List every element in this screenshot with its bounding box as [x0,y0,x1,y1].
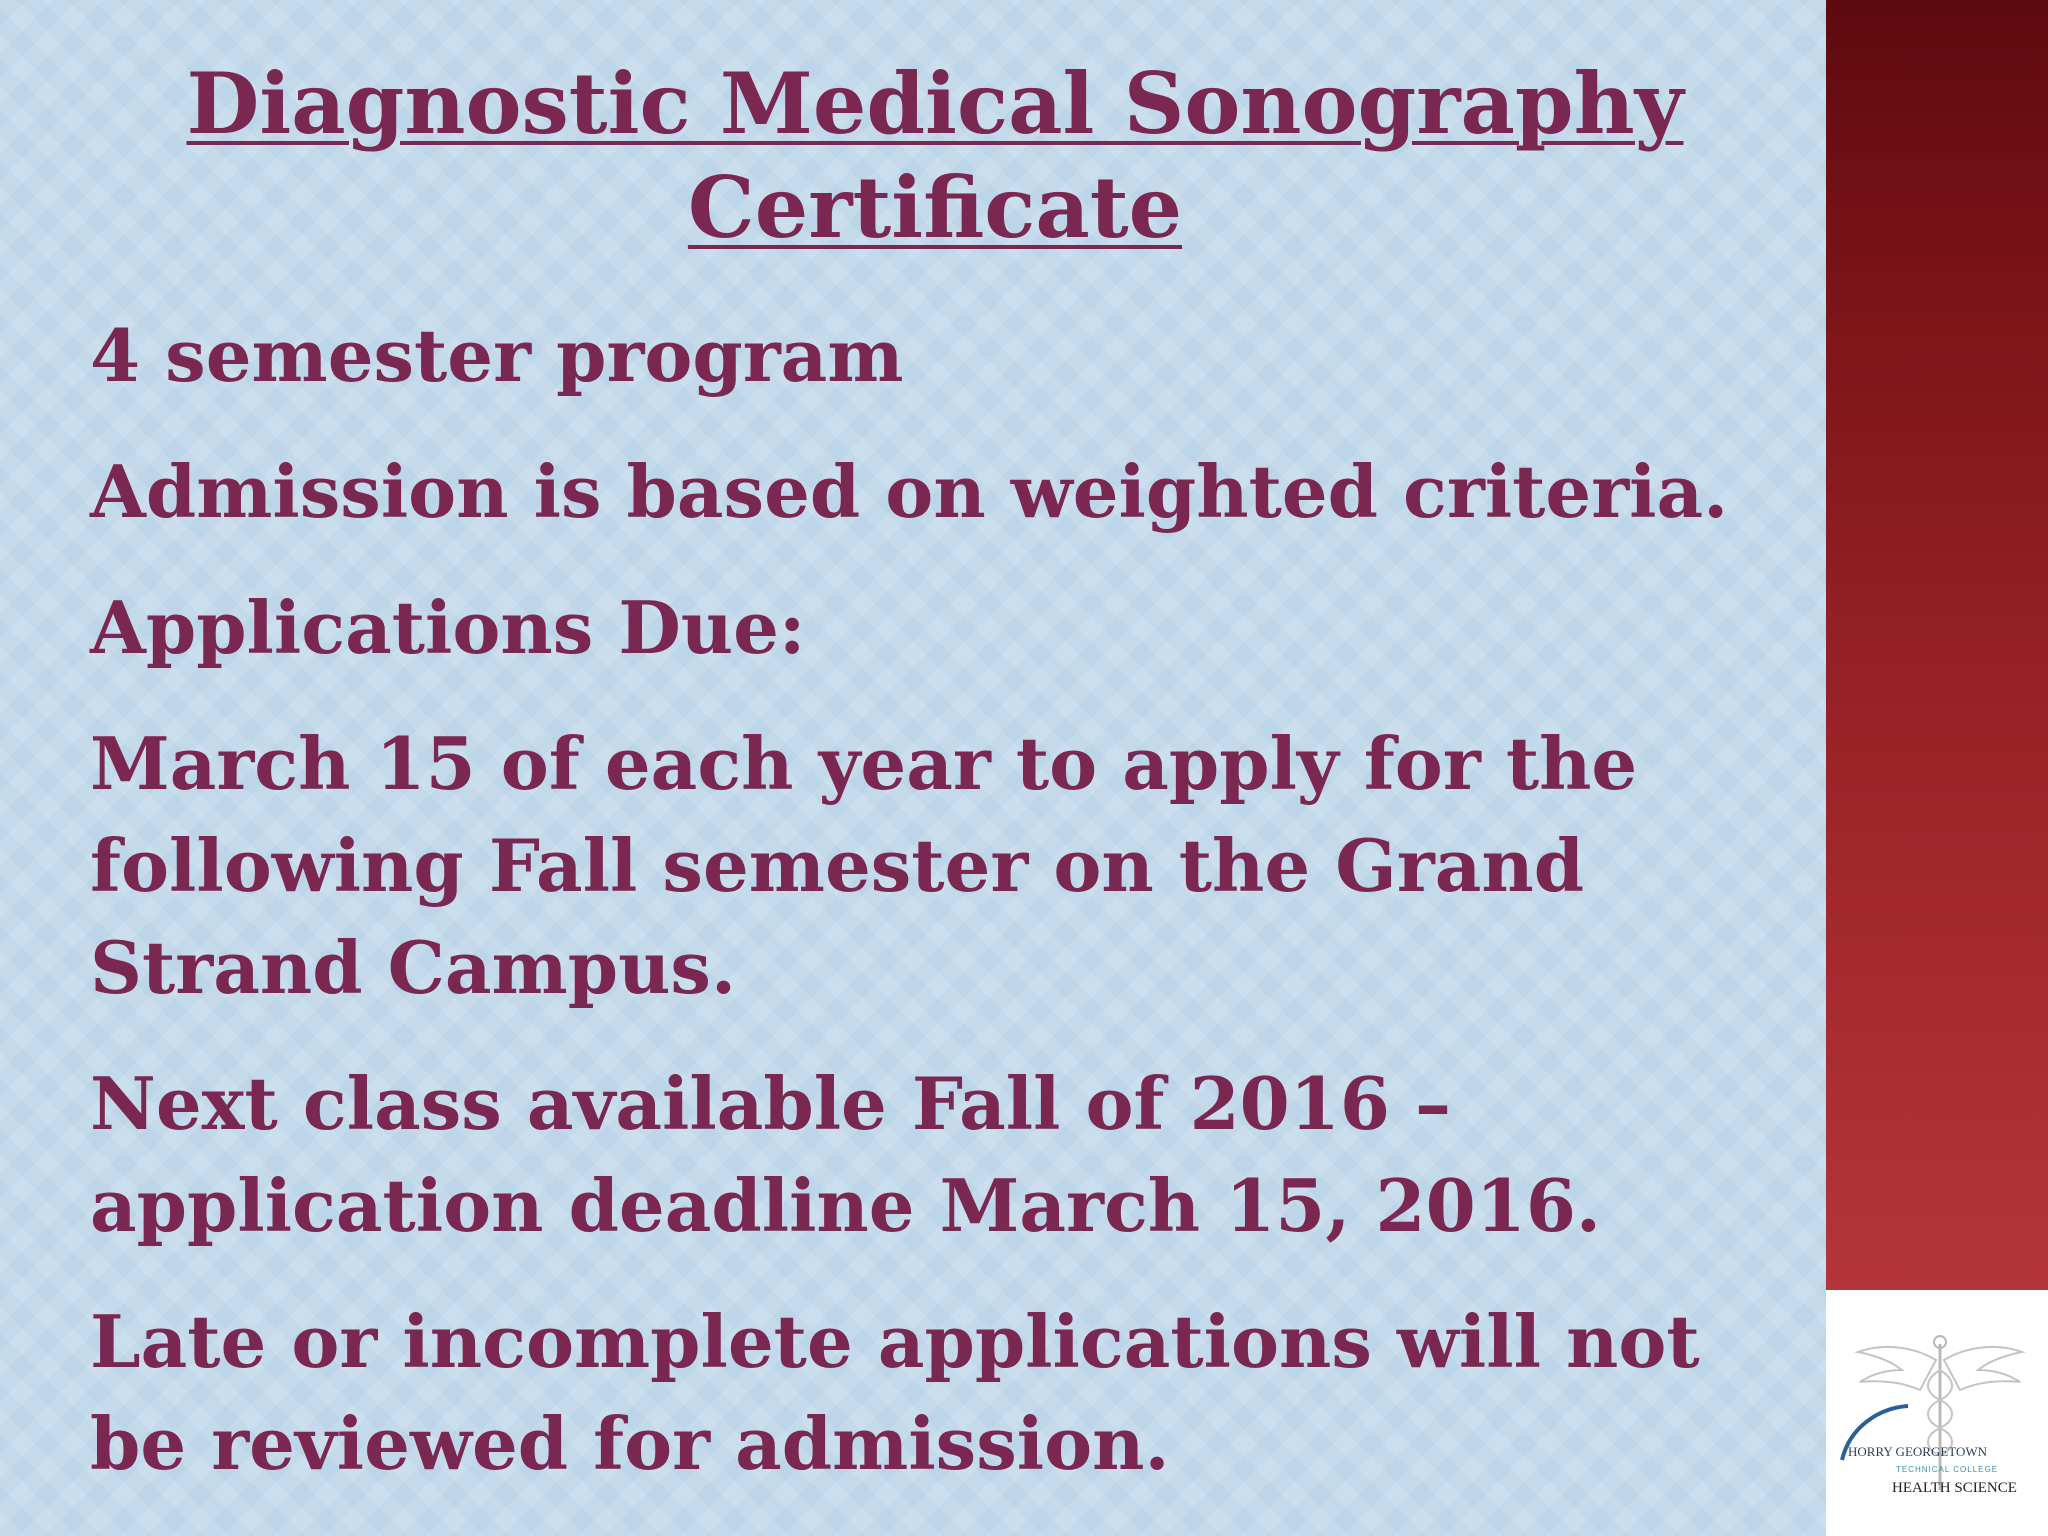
caduceus-icon [1836,1330,2042,1500]
paragraph-applications-due-heading: Applications Due: [90,585,806,670]
paragraph-next-class: Next class available Fall of 2016 – application deadline March 15, 2016. [90,1061,1601,1248]
logo-line3: HEALTH SCIENCE [1892,1480,2017,1496]
slide-title [150,52,1720,260]
college-logo [1826,1290,2048,1536]
title-line2: Certificate [687,158,1183,257]
paragraph-admission-criteria: Admission is based on weighted criteria. [90,449,1729,534]
paragraph-application-date: March 15 of each year to apply for the following Fall semester on the Grand Strand Campus. [90,721,1638,1010]
slide-body [90,305,1810,1529]
logo-line2: TECHNICAL COLLEGE [1896,1465,1999,1474]
paragraph-late-applications: Late or incomplete applications will not be reviewed for admission. [90,1299,1700,1486]
decorative-sidebar-band [1826,0,2048,1290]
title-line1: Diagnostic Medical Sonography [186,54,1684,153]
paragraph-program-length: 4 semester program [90,313,904,398]
logo-line1: HORRY GEORGETOWN [1848,1444,1988,1459]
